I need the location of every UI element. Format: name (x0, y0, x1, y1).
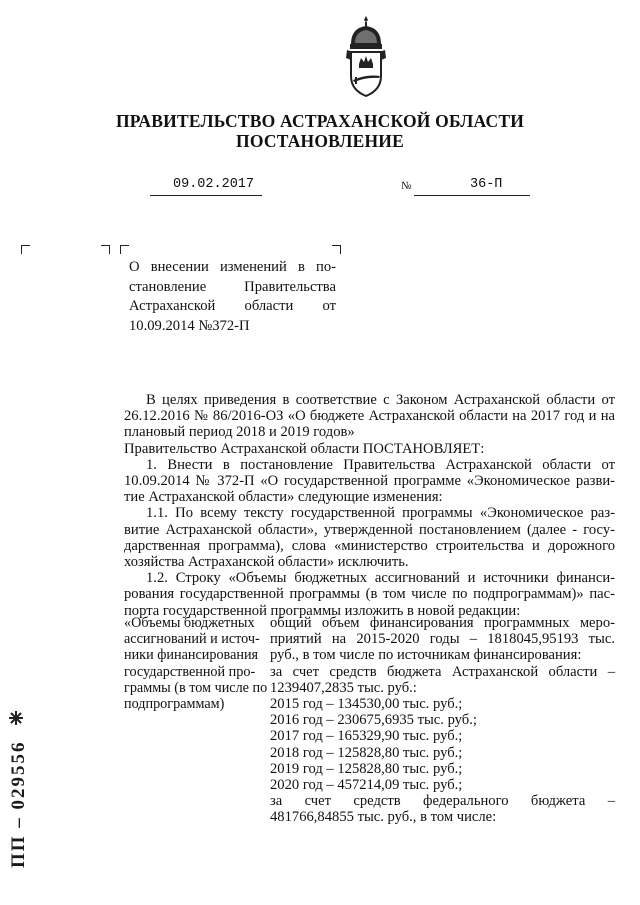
document-number: 36-П (470, 177, 503, 192)
text-line: 2016 год – 230675,6935 тыс. руб.; (270, 712, 477, 729)
text-line: порта государственной программы изложить в новой редакции: (124, 602, 521, 619)
text-line: за счет средств федерального бюджета – (270, 793, 615, 810)
text-line: за счет средств бюджета Астраханской области – (270, 663, 615, 680)
text-line: 2018 год – 125828,80 тыс. руб.; (270, 744, 463, 761)
text-line: 1.2. Строку «Объемы бюджетных ассигнований и источники финанси- (146, 570, 615, 587)
text-line: «Объемы бюджетных (124, 615, 255, 631)
subject-line: становление Правительства (129, 278, 336, 295)
text-line: дарственная программа), слова «министерство строительства и дорожного (124, 537, 615, 554)
text-line: Правительство Астраханской области ПОСТАНОВЛЯЕТ: (124, 440, 485, 457)
document-date: 09.02.2017 (173, 177, 255, 192)
text-line: рования государственной программы (в том числе по подпрограммам)» пас- (124, 586, 615, 603)
text-line: приятий на 2015-2020 годы – 1818045,95193 тыс. (270, 631, 615, 648)
text-line: 481766,84855 тыс. руб., в том числе: (270, 809, 497, 826)
corner-mark (120, 245, 129, 254)
text-line: В целях приведения в соответствие с Законом Астраханской области от (146, 392, 615, 408)
subject-line: 10.09.2014 №372-П (129, 317, 250, 334)
subject-line: Астраханской области от (129, 298, 336, 315)
text-line: 2019 год – 125828,80 тыс. руб.; (270, 760, 463, 777)
text-line: 1239407,2835 тыс. руб.: (270, 679, 417, 696)
paragraph-item-1 (124, 457, 615, 506)
text-line: граммы (в том числе по (124, 679, 268, 696)
text-line: руб., в том числе по источникам финансирования: (270, 647, 582, 664)
serial-number (8, 710, 30, 868)
text-line: общий объем финансирования программных меро- (270, 615, 615, 631)
text-line: плановый период 2018 и 2019 годов» (124, 424, 355, 441)
text-line: 2020 год – 457214,09 тыс. руб.; (270, 777, 463, 794)
document-type: ПОСТАНОВЛЕНИЕ (236, 131, 404, 151)
corner-mark (101, 245, 110, 254)
table-right-column (270, 615, 615, 826)
table-left-column (124, 615, 284, 712)
text-line: государственной про- (124, 663, 256, 680)
text-line: 10.09.2014 № 372-П «О государственной программе «Экономическое разви- (124, 473, 615, 489)
text-line: тие Астраханской области» следующие изменения: (124, 489, 443, 506)
number-underline (414, 195, 530, 196)
text-line: хозяйства Астраханской области» исключить. (124, 554, 409, 570)
text-line: витие Астраханской области», утвержденной постановлением (далее - госу- (124, 521, 615, 538)
paragraph-item-1-1 (124, 505, 615, 570)
text-line: 1.1. По всему тексту государственной программы «Экономическое раз- (146, 505, 615, 522)
document-subject (129, 258, 336, 336)
text-line: подпрограммам) (124, 696, 225, 713)
text-line: 2015 год – 134530,00 тыс. руб.; (270, 696, 463, 713)
text-line: ники финансирования (124, 647, 259, 664)
text-line: 26.12.2016 № 86/2016-ОЗ «О бюджете Астраханской области на 2017 год и на (124, 408, 615, 425)
date-underline (150, 195, 262, 196)
text-line: 2017 год – 165329,90 тыс. руб.; (270, 728, 463, 745)
text-line: 1. Внести в постановление Правительства Астраханской области от (146, 456, 615, 473)
paragraph-preamble (124, 392, 615, 441)
paragraph-item-1-2 (124, 570, 615, 619)
corner-mark (21, 245, 30, 254)
subject-line: О внесении изменений в по- (129, 259, 336, 275)
serial-text: ПП – 029556 (8, 740, 29, 868)
paragraph-resolution (124, 441, 615, 457)
coat-of-arms-emblem (343, 14, 389, 98)
number-sign: № (401, 180, 412, 192)
text-line: ассигнований и источ- (124, 631, 260, 648)
corner-mark (332, 245, 341, 254)
star-icon (8, 710, 30, 726)
organization-name: ПРАВИТЕЛЬСТВО АСТРАХАНСКОЙ ОБЛАСТИ (115, 111, 525, 131)
